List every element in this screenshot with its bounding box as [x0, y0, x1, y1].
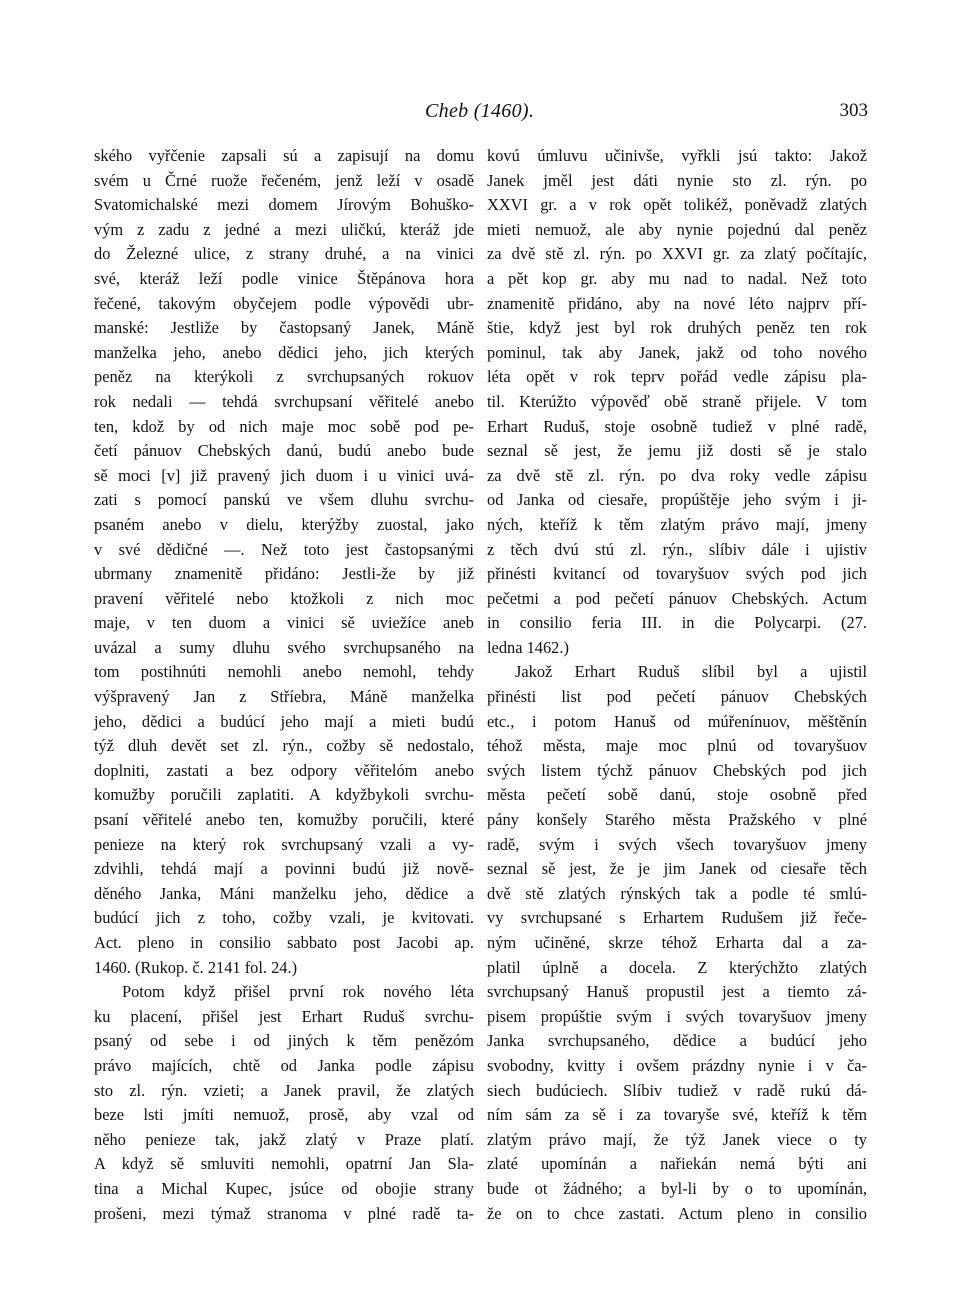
text-line: til. Kterúžto výpověď obě straně přijele. V tom — [487, 391, 867, 411]
text-line: výšpravený Jan z Stříebra, Máně manželka — [94, 687, 474, 707]
text-line: vy svrchupsané s Erhartem Rudušem již řeče- — [487, 908, 867, 928]
text-line: mieti nemuož, ale aby nynie pojednú dal peněz — [487, 219, 867, 239]
text-line: tom postihnúti nemohli anebo nemohl, tehdy — [94, 662, 474, 682]
right-text-column — [487, 144, 867, 1226]
text-line: Janka svrchupsaného, dědice a budúcí jeho — [487, 1031, 867, 1051]
running-title: Cheb (1460). — [425, 100, 535, 122]
text-line: a pět kop gr. aby mu nad to nadal. Než toto — [487, 268, 867, 288]
text-line: Jakož Erhart Ruduš slíbil byl a ujistil — [515, 662, 867, 682]
text-line: ten, kdož by od nich maje moc sobě pod pe- — [94, 416, 474, 436]
text-line: psaní věřitelé anebo ten, komužby poručili, které — [94, 810, 474, 830]
text-line: Act. pleno in consilio sabbato post Jacobi ap. — [94, 933, 474, 952]
text-line: od Janka od ciesaře, propúštěje jeho svým i ji- — [487, 490, 867, 510]
text-line: jeho, dědici a budúcí jeho mají a mieti budú — [94, 711, 474, 731]
text-line: přinésti kvitancí od tovaryšuov svých pod jich — [487, 564, 867, 584]
text-line: sě moci [v] již pravený jich duom i u vinici uvá- — [94, 465, 474, 485]
text-line: svých listem týchž pánuov Chebských pod jich — [487, 760, 867, 780]
text-line: zati s pomocí panskú ve všem dluhu svrchu- — [94, 490, 474, 510]
text-line: komužby poručili zaplatiti. A kdyžbykoli svrchu- — [94, 785, 474, 805]
text-line: rok nedali — tehdá svrchupsaní věřitelé anebo — [94, 391, 474, 411]
text-line: do Železné ulice, z strany druhé, a na vinici — [94, 244, 474, 264]
text-line: pány konšely Starého města Pražského v plné — [487, 810, 867, 830]
text-line: doplniti, zastati a bez odpory věřitelóm anebo — [94, 760, 474, 780]
text-line: psaném anebo v dielu, kterýžby zuostal, jako — [94, 514, 474, 534]
text-line: pominul, tak aby Janek, jakž od toho nového — [487, 342, 867, 362]
page-number: 303 — [839, 100, 868, 121]
text-line: dvě stě zlatých rýnských tak a podle té smlú- — [487, 883, 867, 903]
text-line: pečetmi a pod pečetí pánuov Chebských. Actum — [487, 588, 867, 608]
text-line: tina a Michal Kupec, jsúce od obojie strany — [94, 1178, 474, 1198]
text-line: štie, když jest byl rok druhých peněz ten rok — [487, 318, 867, 338]
text-line: něho penieze tak, jakž zlatý v Praze platí. — [94, 1129, 474, 1149]
text-line: v své dědičné —. Než toto jest častopsanými — [94, 539, 474, 559]
text-line: ným učiněné, skrze téhož Erharta dal a za- — [487, 933, 867, 952]
text-line: peněz na kterýkoli z svrchupsaných rokuov — [94, 367, 474, 387]
text-line: prošeni, mezi týmaž stranoma v plné radě ta- — [94, 1203, 474, 1223]
text-line: sto zl. rýn. vzieti; a Janek pravil, že zlatých — [94, 1080, 474, 1100]
text-line: svobodny, kvitty i ovšem prázdny nynie i v ča- — [487, 1055, 867, 1075]
page-header — [0, 100, 960, 128]
text-line: za dvě stě zl. rýn. po dva roky vedle zápisu — [487, 465, 867, 485]
text-line: z těch dvú stú zl. rýn., slíbiv dále i ujistiv — [487, 539, 867, 559]
text-line: ku placení, přišel jest Erhart Ruduš svrchu- — [94, 1006, 474, 1026]
text-line: svrchupsaný Hanuš propustil jest a tiemto zá- — [487, 982, 867, 1002]
text-line: Potom když přišel první rok nového léta — [122, 982, 474, 1002]
left-text-column — [94, 144, 474, 1226]
text-line: in consilio feria III. in die Polycarpi. (27. — [487, 613, 867, 633]
text-line: budúcí jich z toho, cožby vzali, je kvitovati. — [94, 908, 474, 928]
text-line: beze lsti jmíti nemuož, prosě, aby vzal od — [94, 1105, 474, 1125]
text-line: bude ot žádného; a byl-li by o to upomínán, — [487, 1178, 867, 1198]
text-line: léta opět v rok teprv pořád vedle zápisu pla- — [487, 367, 867, 387]
text-line: siech budúciech. Slíbiv tudiež v radě rukú dá- — [487, 1080, 867, 1100]
text-line: zdvihli, tehdá mají a povinni budú již nově- — [94, 859, 474, 879]
text-line: ského vyřčenie zapsali sú a zapisují na domu — [94, 146, 474, 165]
text-line: zlaté upomínán a nařiekán nemá býti ani — [487, 1154, 867, 1174]
text-line: že on to chce zastati. Actum pleno in consilio — [487, 1203, 867, 1223]
text-line: své, kteráž leží podle vinice Štěpánova hora — [94, 268, 474, 288]
text-line: radě, svým i svých všech tovaryšuov jmeny — [487, 834, 867, 854]
text-line: psaný od sebe i od jiných k těm penězóm — [94, 1031, 474, 1051]
text-line: Erhart Ruduš, stoje osobně tudiež v plné radě, — [487, 416, 867, 436]
text-line: pisem propúštie svým i svých tovaryšuov jmeny — [487, 1006, 867, 1026]
text-line: A když sě smluviti nemohli, opatrní Jan Sla- — [94, 1154, 474, 1174]
text-line: ledna 1462.) — [487, 637, 569, 657]
text-line: děného Janka, Máni manželku jeho, dědice a — [94, 883, 474, 903]
text-line: platil úplně a docela. Z kterýchžto zlatých — [487, 957, 867, 977]
text-line: města pečetí sobě danú, stoje osobně před — [487, 785, 867, 805]
text-line: zlatým právo mají, že týž Janek viece o ty — [487, 1129, 867, 1149]
text-line: XXVI gr. a v rok opět tolikéž, poněvadž zlatých — [487, 195, 867, 215]
text-line: vým z zadu z jedné a mezi uličkú, kteráž jde — [94, 219, 474, 239]
text-line: právo majících, chtě od Janka podle zápisu — [94, 1055, 474, 1075]
text-line: seznal sě jest, že jemu již dosti sě je stalo — [487, 441, 867, 461]
text-line: Svatomichalské mezi domem Jírovým Bohuško- — [94, 195, 474, 215]
text-line: ubrmany znamenitě přidáno: Jestli-že by již — [94, 564, 474, 584]
text-line: řečené, takovým obyčejem podle výpovědi ubr- — [94, 293, 474, 313]
text-line: téhož města, maje moc plnú od tovaryšuov — [487, 736, 867, 756]
text-line: pravení věřitelé nebo ktožkoli z nich moc — [94, 588, 474, 608]
text-line: Janek jměl jest dáti nynie sto zl. rýn. po — [487, 170, 867, 190]
text-line: ných, kteříž k těm zlatým právo mají, jmeny — [487, 514, 867, 534]
text-line: penieze na který rok svrchupsaný vzali a vy- — [94, 834, 474, 854]
text-line: maje, v ten duom a vinici sě uviežíce aneb — [94, 613, 474, 633]
text-line: kovú úmluvu učinivše, vyřkli jsú takto: Jakož — [487, 146, 867, 165]
text-line: 1460. (Rukop. č. 2141 fol. 24.) — [94, 957, 298, 977]
text-line: seznal sě jest, že je jim Janek od ciesaře těch — [487, 859, 867, 879]
text-line: četí pánuov Chebských danú, budú anebo bude — [94, 441, 474, 461]
text-line: manželka jeho, anebo dědici jeho, jich kterých — [94, 342, 474, 362]
text-line: ním sám za sě i za tovaryše své, kteříž k těm — [487, 1105, 867, 1125]
text-line: manské: Jestliže by častopsaný Janek, Máně — [94, 318, 474, 338]
text-line: týž dluh devět set zl. rýn., cožby sě nedostalo, — [94, 736, 474, 756]
text-line: etc., i potom Hanuš od múřenínuov, měštěnín — [487, 711, 867, 731]
text-line: znamenitě přidáno, aby na nové léto najprv pří- — [487, 293, 867, 313]
text-line: za dvě stě zl. rýn. po XXVI gr. za zlatý počítajíc, — [487, 244, 867, 264]
text-line: uvázal a sumy dluhu svého svrchupsaného na — [94, 637, 474, 657]
text-line: přinésti list pod pečetí pánuov Chebských — [487, 687, 867, 707]
text-line: svém u Črné ruože řečeném, jenž leží v osadě — [94, 170, 474, 190]
